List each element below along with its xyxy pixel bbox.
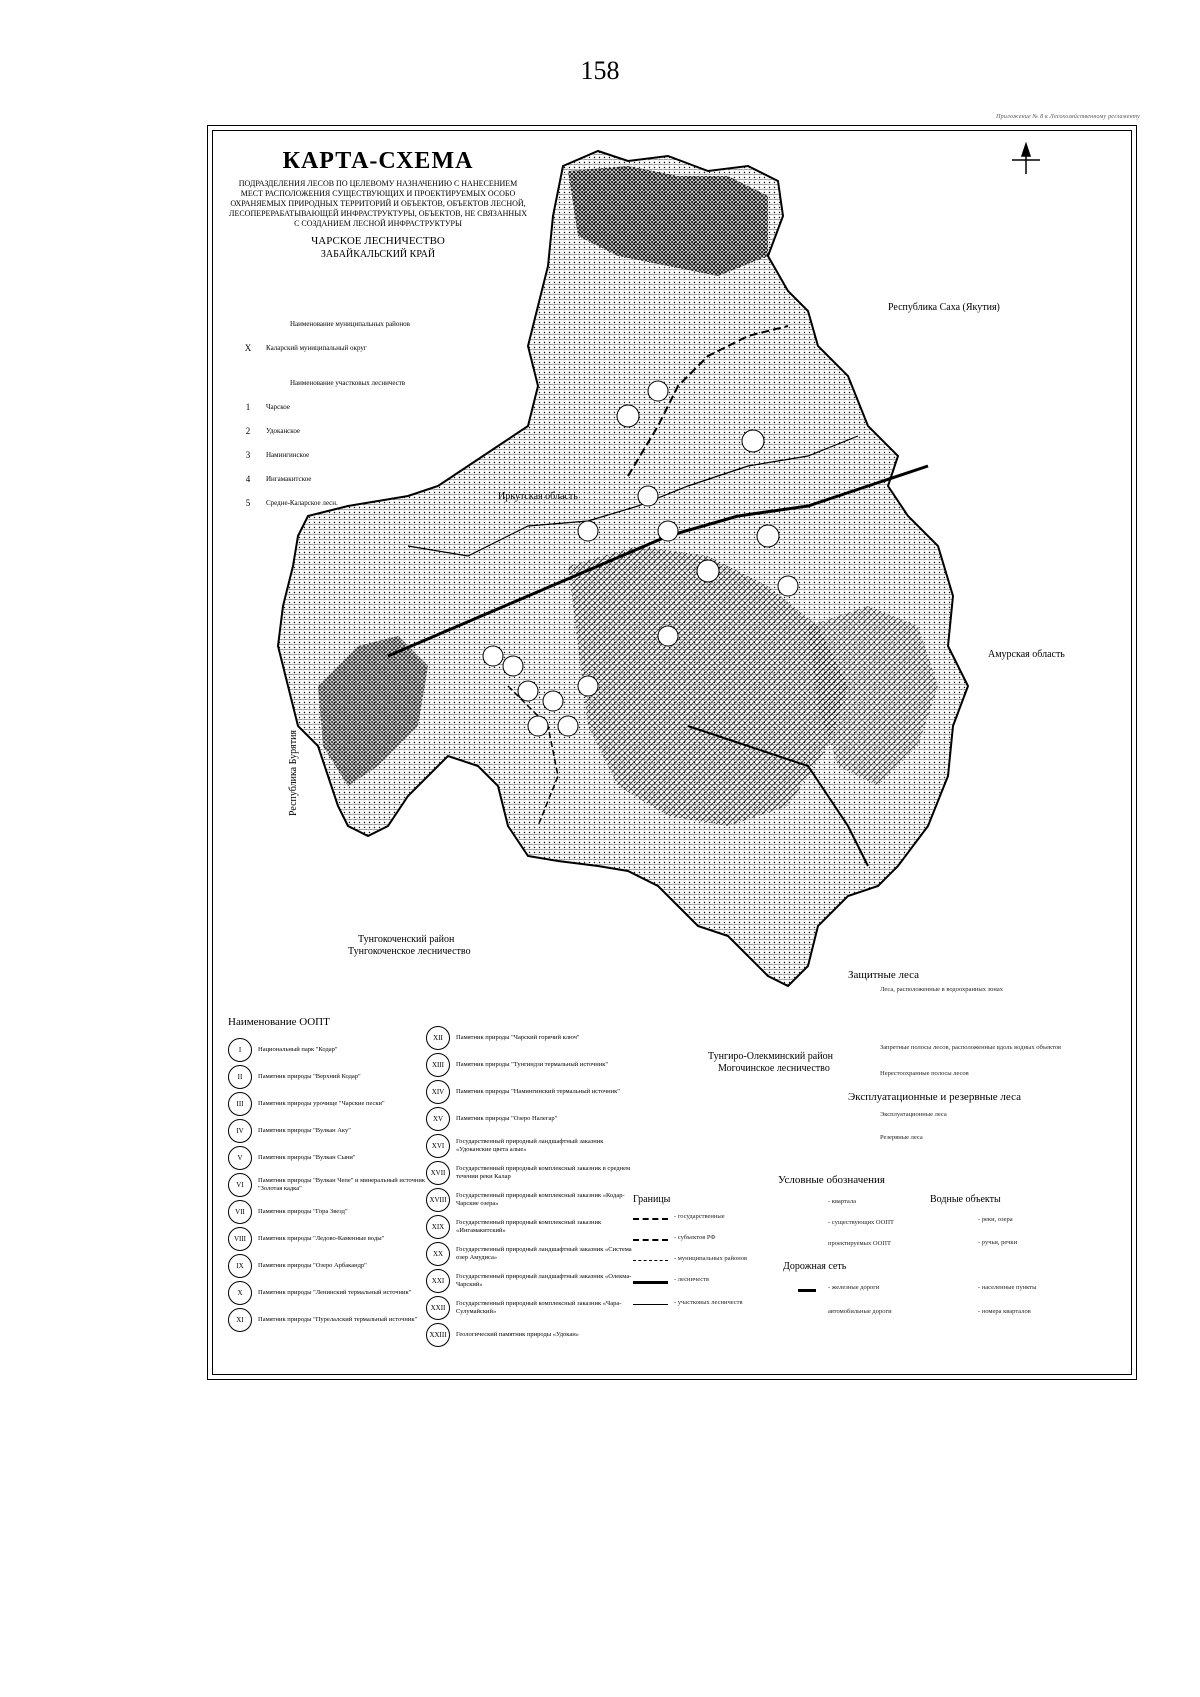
- reserve-forests-item: Резервные леса: [880, 1134, 923, 1141]
- border-local-forestry-line: [633, 1304, 668, 1305]
- oopt-label: Памятник природы "Гора Звезд": [258, 1207, 348, 1215]
- oopt-label: Памятник природы "Верхний Кодар": [258, 1072, 361, 1080]
- forestry-item: [230, 426, 450, 436]
- forestry-item: [230, 402, 450, 412]
- oopt-item: [228, 1252, 428, 1279]
- forestry-label: Чарское: [266, 403, 291, 411]
- oopt-label: Памятник природы урочище "Чарские пески": [258, 1099, 385, 1107]
- oopt-item: [228, 1225, 428, 1252]
- oopt-circle: XXI: [426, 1269, 450, 1293]
- side-legend: [230, 306, 450, 508]
- oopt-label: Государственный природный комплексный заказник «Чара-Сулумайский»: [456, 1299, 622, 1315]
- oopt-label: Памятник природы "Пурелалский термальный источник": [258, 1315, 418, 1323]
- oopt-circle: XII: [426, 1026, 450, 1050]
- forestry-item: [230, 498, 450, 508]
- oopt-circle: XIII: [426, 1053, 450, 1077]
- map-frame: [207, 125, 1137, 1380]
- municipal-label: Каларский муниципальный округ: [266, 344, 367, 352]
- oopt-item: [228, 1063, 428, 1090]
- map-subtitle: ПОДРАЗДЕЛЕНИЯ ЛЕСОВ ПО ЦЕЛЕВОМУ НАЗНАЧЕНИЮ С НАНЕСЕНИЕМ МЕСТ РАСПОЛОЖЕНИЯ СУЩЕСТВУЮЩИХ И ПРОЕКТИРУЕМЫХ ОСОБО ОХРАНЯЕМЫХ ПРИРОДНЫХ ТЕРРИТОРИЙ И ОБЪЕКТОВ, ОБЪЕКТОВ ЛЕСНОЙ, ЛЕСОПЕРЕРАБАТЫВАЮЩЕЙ ИНФРАСТРУКТУРЫ, ОБЪЕКТОВ, НЕ СВЯЗАННЫХ С СОЗДАНИЕМ ЛЕСНОЙ ИНФРАСТРУКТУРЫ: [229, 179, 527, 228]
- oopt-circle: X: [228, 1281, 252, 1305]
- forestry-num: 2: [245, 426, 251, 436]
- oopt-label: Памятник природы "Чарский горячий ключ": [456, 1033, 580, 1041]
- oopt-circle: XVII: [426, 1161, 450, 1185]
- forestry-label: Намингинское: [266, 451, 310, 459]
- oopt-item: [228, 1090, 428, 1117]
- oopt-label: Памятник природы "Озеро Арбакандр": [258, 1261, 367, 1269]
- oopt-item: [228, 1144, 428, 1171]
- border-municipal-line: [633, 1260, 668, 1261]
- protective-forests-title: Защитные леса: [848, 969, 920, 981]
- settlements-label: - населенные пункты: [978, 1284, 1037, 1291]
- water-title: Водные объекты: [930, 1194, 1001, 1205]
- page-number: 158: [580, 56, 620, 85]
- label-yakutia: Республика Саха (Якутия): [888, 302, 1000, 313]
- oopt-item: [426, 1213, 636, 1240]
- oopt-item: [228, 1198, 428, 1225]
- label-tungokochen-forestry: Тунгокоченское лесничество: [348, 946, 471, 957]
- label-mogocha-forestry: Могочинское лесничество: [718, 1063, 830, 1074]
- oopt-label: Памятник природы "Озеро Налегар": [456, 1114, 558, 1122]
- forestry-num: 4: [245, 474, 251, 484]
- exploitation-forests-item: Эксплуатационные леса: [880, 1111, 947, 1118]
- oopt-circle: II: [228, 1065, 252, 1089]
- oopt-item: [426, 1078, 636, 1105]
- spawning-strips-item: Нерестоохранные полосы лесов: [880, 1070, 969, 1077]
- streams-label: - ручьи, речки: [978, 1239, 1018, 1246]
- oopt-circle: IV: [228, 1119, 252, 1143]
- municipal-num: X: [244, 343, 252, 353]
- oopt-item: [426, 1159, 636, 1186]
- oopt-item: [426, 1294, 636, 1321]
- oopt-circle: VIII: [228, 1227, 252, 1251]
- oopt-circle: XIV: [426, 1080, 450, 1104]
- oopt-circle: VI: [228, 1173, 252, 1197]
- quarter-label: - квартала: [828, 1198, 856, 1205]
- municipal-header: Наименование муниципальных районов: [290, 320, 410, 328]
- rivers-label: - реки, озера: [978, 1216, 1013, 1223]
- oopt-label: Памятник природы "Вулкан Сыни": [258, 1153, 356, 1161]
- existing-oopt-label: - существующих ООПТ: [828, 1219, 894, 1226]
- oopt-item: [426, 1267, 636, 1294]
- compass-rose: [1012, 144, 1040, 174]
- label-amur: Амурская область: [988, 649, 1065, 660]
- oopt-item: [228, 1117, 428, 1144]
- oopt-circle: XXII: [426, 1296, 450, 1320]
- border-state-label: - государственные: [674, 1213, 725, 1220]
- oopt-label: Памятник природы "Ледово-Каменные воды": [258, 1234, 385, 1242]
- oopt-item: [228, 1036, 428, 1063]
- oopt-label: Государственный природный ландшафтный заказник «Система озер Амудиса»: [456, 1245, 632, 1261]
- forestry-label: Средне-Каларское лесн.: [266, 499, 338, 507]
- oopt-circle: XI: [228, 1308, 252, 1332]
- municipal-item: [230, 343, 450, 353]
- oopt-label: Памятник природы "Ленинский термальный источник": [258, 1288, 412, 1296]
- region-name: ЗАБАЙКАЛЬСКИЙ КРАЙ: [320, 249, 436, 260]
- label-tungokochen-district: Тунгокоченский район: [358, 934, 455, 945]
- oopt-circle: XVIII: [426, 1188, 450, 1212]
- roads-title: Дорожная сеть: [783, 1261, 847, 1272]
- oopt-circle: IX: [228, 1254, 252, 1278]
- oopt-circle: XV: [426, 1107, 450, 1131]
- oopt-label: Государственный природный ландшафтный заказник «Удоканские цвета алые»: [456, 1137, 604, 1153]
- forestry-header: Наименование участковых лесничеств: [290, 379, 406, 387]
- oopt-label: Памятник природы "Вулкан Чепе" и минеральный источник "Золотая кадка": [258, 1176, 425, 1192]
- oopt-label: Памятник природы "Намингинский термальный источник": [456, 1087, 620, 1095]
- label-buryatia: Республика Бурятия: [288, 729, 299, 816]
- oopt-circle: XVI: [426, 1134, 450, 1158]
- oopt-label: Памятник природы "Вулкан Аку": [258, 1126, 351, 1134]
- border-subject-label: - субъектов РФ: [674, 1234, 716, 1241]
- oopt-item: [426, 1051, 636, 1078]
- border-state-line: [633, 1218, 668, 1220]
- oopt-column-2: [426, 1024, 636, 1348]
- oopt-column-1: [228, 1036, 428, 1333]
- oopt-item: [228, 1171, 428, 1198]
- oopt-circle: XIX: [426, 1215, 450, 1239]
- oopt-label: Геологический памятник природы «Удокан»: [456, 1330, 579, 1338]
- border-municipal-label: - муниципальных районов: [674, 1255, 748, 1262]
- oopt-item: [426, 1024, 636, 1051]
- symbols-legend-title: Условные обозначения: [778, 1174, 885, 1186]
- oopt-label: Государственный природный комплексный заказник «Кодар-Чарские озера»: [456, 1191, 625, 1207]
- oopt-item: [426, 1186, 636, 1213]
- oopt-item: [426, 1321, 636, 1348]
- oopt-label: Национальный парк "Кодар": [258, 1045, 338, 1053]
- oopt-legend-title: Наименование ООПТ: [228, 1016, 330, 1028]
- forestry-label: Ингамакитское: [266, 475, 312, 483]
- oopt-label: Государственный природный комплексный заказник в среднем течении реки Калар: [456, 1164, 631, 1180]
- oopt-label: Государственный природный комплексный заказник «Ингамакитский»: [456, 1218, 602, 1234]
- map-title: КАРТА-СХЕМА: [282, 148, 474, 174]
- forestry-num: 5: [245, 498, 251, 508]
- exploitation-forests-title: Эксплуатационные и резервные леса: [848, 1091, 1021, 1103]
- highway-label: автомобильные дороги: [828, 1308, 892, 1315]
- oopt-label: Памятник природы "Тунгиндзи термальный источник": [456, 1060, 609, 1068]
- label-irkutsk: Иркутская область: [498, 491, 578, 502]
- railway-line: [798, 1289, 816, 1292]
- forestry-name: ЧАРСКОЕ ЛЕСНИЧЕСТВО: [311, 235, 445, 247]
- forestry-label: Удоканское: [266, 427, 301, 435]
- oopt-item: [228, 1306, 428, 1333]
- label-tungiro-district: Тунгиро-Олекминский район: [708, 1051, 833, 1062]
- prohibited-strips-item: Запретные полосы лесов, расположенные вдоль водных объектов: [880, 1044, 1062, 1051]
- quarter-numbers-label: - номера кварталов: [978, 1308, 1031, 1315]
- forestry-item: [230, 474, 450, 484]
- railway-label: - железные дороги: [828, 1284, 880, 1291]
- oopt-legend: [228, 1016, 330, 1034]
- oopt-item: [426, 1132, 636, 1159]
- borders-title: Границы: [633, 1194, 671, 1205]
- border-forestry-label: - лесничеств: [674, 1276, 710, 1283]
- oopt-item: [228, 1279, 428, 1306]
- forestry-num: 3: [245, 450, 251, 460]
- border-forestry-line: [633, 1281, 668, 1284]
- protective-forests-item: Леса, расположенные в водоохранных зонах: [880, 986, 1004, 993]
- border-subject-line: [633, 1239, 668, 1241]
- oopt-item: [426, 1105, 636, 1132]
- oopt-circle: XX: [426, 1242, 450, 1266]
- title-block: [228, 148, 528, 260]
- oopt-label: Государственный природный ландшафтный заказник «Олекма-Чарский»: [456, 1272, 632, 1288]
- oopt-circle: XXIII: [426, 1323, 450, 1347]
- border-local-forestry-label: - участковых лесничеств: [674, 1299, 743, 1306]
- oopt-circle: III: [228, 1092, 252, 1116]
- forestry-item: [230, 450, 450, 460]
- appendix-note: Приложение № 8 к Лесохозяйственному регламенту: [996, 114, 1140, 120]
- oopt-circle: VII: [228, 1200, 252, 1224]
- oopt-circle: V: [228, 1146, 252, 1170]
- oopt-circle: I: [228, 1038, 252, 1062]
- planned-oopt-label: проектируемых ООПТ: [828, 1240, 891, 1247]
- oopt-item: [426, 1240, 636, 1267]
- forestry-num: 1: [245, 402, 251, 412]
